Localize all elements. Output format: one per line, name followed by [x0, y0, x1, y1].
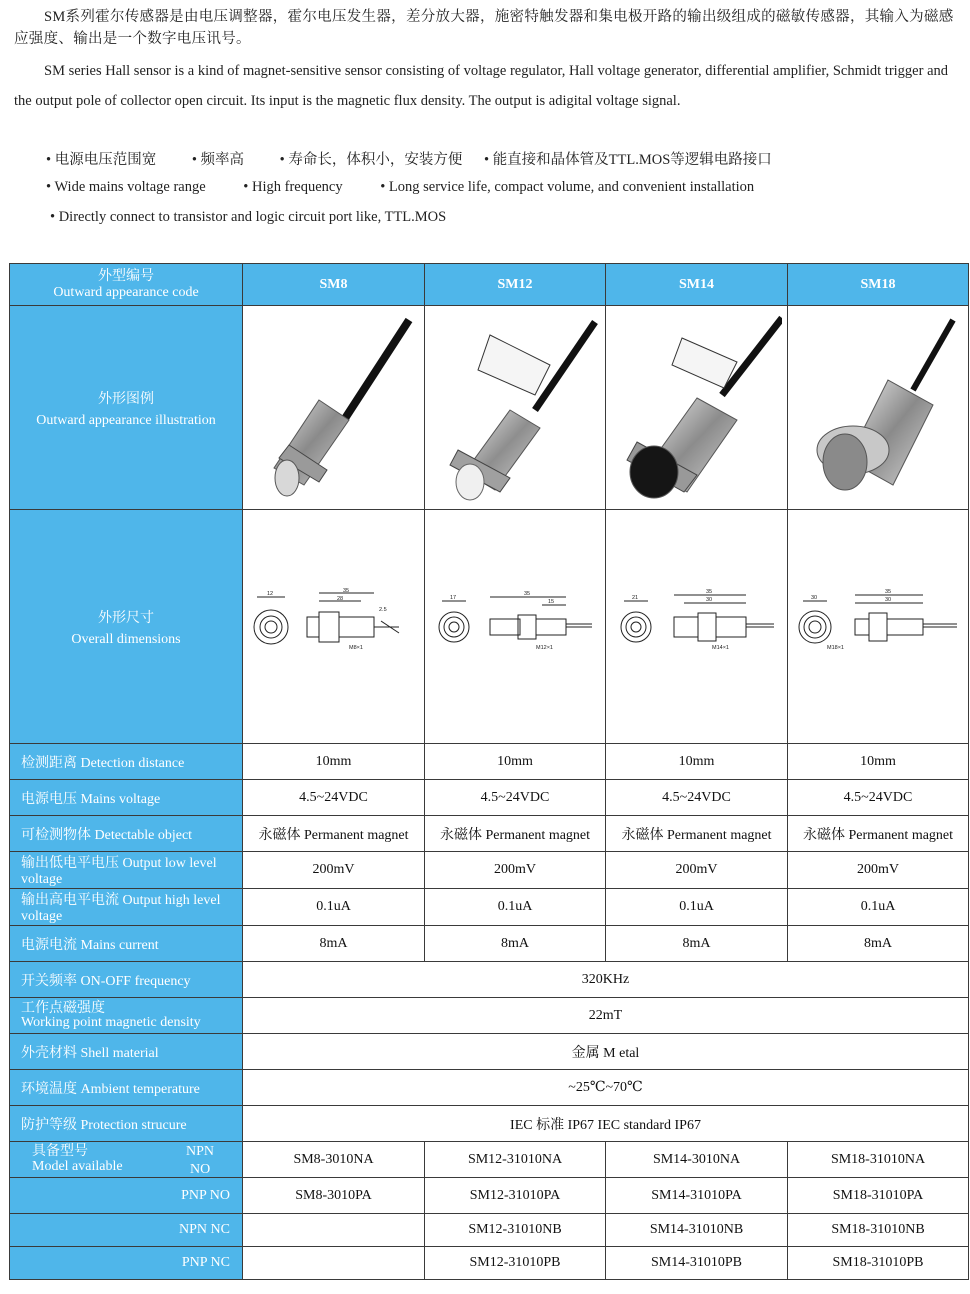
merged-row: [10, 962, 969, 998]
cell-value: 8mA: [606, 926, 788, 962]
cell-value: 0.1uA: [243, 889, 425, 926]
svg-text:35: 35: [342, 587, 349, 594]
photo-sm14: [606, 306, 788, 510]
dimensions-label: 外形尺寸 Overall dimensions: [10, 510, 243, 744]
photo-sm18: [788, 306, 969, 510]
model-row: [10, 1214, 969, 1247]
feature-en-1: • Wide mains voltage range: [46, 179, 206, 195]
dimensions-row: [10, 510, 969, 744]
model-sm12: SM12: [425, 264, 606, 306]
feature-en-2: • High frequency: [243, 179, 343, 195]
model-label-en: Model available: [32, 1159, 123, 1174]
model-value: SM18-31010PB: [788, 1247, 969, 1280]
illustration-row: [10, 306, 969, 510]
drawing-sm12: [425, 510, 606, 744]
cell-value: 10mm: [606, 744, 788, 780]
model-value: SM14-31010PB: [606, 1247, 788, 1280]
row-label-object: 可检测物体 Detectable object: [10, 816, 243, 852]
model-sm8: SM8: [243, 264, 425, 306]
cell-value: 永磁体 Permanent magnet: [425, 816, 606, 852]
merged-value: ~25℃~70℃: [243, 1070, 969, 1106]
spec-row: [10, 926, 969, 962]
illustration-label: 外形图例 Outward appearance illustration: [10, 306, 243, 510]
merged-value: IEC 标准 IP67 IEC standard IP67: [243, 1106, 969, 1142]
model-value: SM18-31010NB: [788, 1214, 969, 1247]
cell-value: 10mm: [425, 744, 606, 780]
spec-row: [10, 780, 969, 816]
intro-en: SM series Hall sensor is a kind of magnet-sensitive sensor consisting of voltage regulator, Hall voltage generator, differential amplifier, Schmidt trigger and the output pole of collector open circuit. Its input is the magnetic flux density. The output is adigital voltage signal.: [14, 63, 949, 109]
feature-cn-4: • 能直接和晶体管及TTL.MOS等逻辑电路接口: [483, 152, 772, 168]
cell-value: 8mA: [788, 926, 969, 962]
row-label-detection: 检测距离 Detection distance: [10, 744, 243, 780]
spec-table: [9, 263, 969, 1280]
model-value: SM18-31010PA: [788, 1178, 969, 1214]
features-en-row2: [50, 209, 446, 226]
merged-row: [10, 998, 969, 1034]
svg-text:M14×1: M14×1: [711, 644, 729, 651]
svg-text:12: 12: [266, 590, 273, 597]
model-value: SM18-31010NA: [788, 1142, 969, 1178]
drawing-sm8: [243, 510, 425, 744]
svg-text:M8×1: M8×1: [348, 644, 363, 651]
svg-text:30: 30: [811, 594, 818, 601]
svg-text:M18×1: M18×1: [827, 644, 844, 651]
row-label-magnetic-density: 工作点磁强度 Working point magnetic density: [10, 998, 243, 1034]
cell-value: 0.1uA: [425, 889, 606, 926]
cell-value: 200mV: [425, 852, 606, 889]
cell-value: 10mm: [788, 744, 969, 780]
feature-cn-3: • 寿命长，体积小，安装方便: [279, 152, 463, 168]
drawing-sm18: [788, 510, 969, 744]
model-value: SM12-31010NB: [425, 1214, 606, 1247]
merged-row: [10, 1070, 969, 1106]
svg-text:M12×1: M12×1: [536, 644, 553, 651]
cell-value: 4.5~24VDC: [788, 780, 969, 816]
cell-value: 4.5~24VDC: [425, 780, 606, 816]
model-value: [243, 1214, 425, 1247]
svg-text:17: 17: [450, 594, 457, 601]
cell-value: 永磁体 Permanent magnet: [788, 816, 969, 852]
model-value: SM14-31010NB: [606, 1214, 788, 1247]
svg-text:35: 35: [524, 590, 531, 597]
model-sm18: SM18: [788, 264, 969, 306]
svg-text:30: 30: [705, 596, 712, 603]
cell-value: 8mA: [425, 926, 606, 962]
model-row: [10, 1178, 969, 1214]
model-row: [10, 1247, 969, 1280]
spec-row: [10, 852, 969, 889]
row-label-temperature: 环境温度 Ambient temperature: [10, 1070, 243, 1106]
model-label: [10, 1142, 243, 1178]
cell-value: 永磁体 Permanent magnet: [606, 816, 788, 852]
model-value: SM12-31010NA: [425, 1142, 606, 1178]
header-label: 外型编号 Outward appearance code: [10, 264, 243, 306]
cell-value: 0.1uA: [788, 889, 969, 926]
model-row: [10, 1142, 969, 1178]
cell-value: 200mV: [243, 852, 425, 889]
dimension-drawing-sm14: [612, 587, 782, 667]
model-value: SM14-31010PA: [606, 1178, 788, 1214]
header-row: [10, 264, 969, 306]
row-label-high-current: 输出高电平电流 Output high level voltage: [10, 889, 243, 926]
type-npn-nc: NPN NC: [10, 1214, 243, 1247]
spec-row: [10, 889, 969, 926]
feature-cn-1: • 电源电压范围宽: [46, 152, 157, 168]
dimension-drawing-sm12: [430, 587, 600, 667]
feature-cn-2: • 频率高: [191, 152, 245, 168]
photo-sm12: [425, 306, 606, 510]
cell-value: 4.5~24VDC: [243, 780, 425, 816]
row-label-protection: 防护等级 Protection strucure: [10, 1106, 243, 1142]
feature-en-3: • Long service life, compact volume, and convenient installation: [380, 179, 755, 195]
merged-row: [10, 1106, 969, 1142]
type-npn: NPN: [186, 1144, 215, 1159]
model-value: SM8-3010NA: [243, 1142, 425, 1178]
row-label-voltage: 电源电压 Mains voltage: [10, 780, 243, 816]
svg-text:28: 28: [336, 595, 343, 602]
drawing-sm14: [606, 510, 788, 744]
cell-value: 4.5~24VDC: [606, 780, 788, 816]
svg-text:15: 15: [548, 598, 555, 605]
intro-block: [14, 6, 964, 116]
svg-text:35: 35: [705, 588, 712, 595]
model-value: SM8-3010PA: [243, 1178, 425, 1214]
type-pnp-no: PNP NO: [10, 1178, 243, 1214]
dimension-drawing-sm8: [249, 587, 419, 667]
model-label-cn: 具备型号: [32, 1144, 88, 1159]
row-label-shell: 外壳材料 Shell material: [10, 1034, 243, 1070]
sensor-sm12-image: [430, 310, 600, 505]
merged-value: 金属 M etal: [243, 1034, 969, 1070]
cell-value: 10mm: [243, 744, 425, 780]
row-label-frequency: 开关频率 ON-OFF frequency: [10, 962, 243, 998]
spec-row: [10, 816, 969, 852]
intro-cn: SM系列霍尔传感器是由电压调整器，霍尔电压发生器，差分放大器，施密特触发器和集电极开路的输出级组成的磁敏传感器，其输入为磁感应强度、输出是一个数字电压讯号。: [14, 9, 954, 47]
row-label-current: 电源电流 Mains current: [10, 926, 243, 962]
merged-value: 320KHz: [243, 962, 969, 998]
model-value: [243, 1247, 425, 1280]
model-value: SM12-31010PA: [425, 1178, 606, 1214]
model-value: SM12-31010PB: [425, 1247, 606, 1280]
cell-value: 永磁体 Permanent magnet: [243, 816, 425, 852]
spec-row: [10, 744, 969, 780]
merged-row: [10, 1034, 969, 1070]
features-cn-row: [46, 148, 772, 169]
merged-value: 22mT: [243, 998, 969, 1034]
svg-text:35: 35: [885, 588, 892, 595]
type-pnp-nc: PNP NC: [10, 1247, 243, 1280]
sensor-sm8-image: [249, 310, 419, 505]
type-no: NO: [190, 1162, 211, 1177]
dimension-drawing-sm18: [793, 587, 963, 667]
model-value: SM14-3010NA: [606, 1142, 788, 1178]
cell-value: 200mV: [788, 852, 969, 889]
cell-value: 0.1uA: [606, 889, 788, 926]
features-en-row1: [46, 179, 754, 196]
sensor-sm14-image: [612, 310, 782, 505]
feature-en-4: • Directly connect to transistor and logic circuit port like, TTL.MOS: [50, 209, 447, 225]
cell-value: 8mA: [243, 926, 425, 962]
svg-text:2.5: 2.5: [378, 606, 387, 613]
model-sm14: SM14: [606, 264, 788, 306]
sensor-sm18-image: [793, 310, 963, 505]
svg-text:30: 30: [885, 596, 892, 603]
row-label-low-voltage: 输出低电平电压 Output low level voltage: [10, 852, 243, 889]
photo-sm8: [243, 306, 425, 510]
svg-text:21: 21: [631, 594, 638, 601]
cell-value: 200mV: [606, 852, 788, 889]
